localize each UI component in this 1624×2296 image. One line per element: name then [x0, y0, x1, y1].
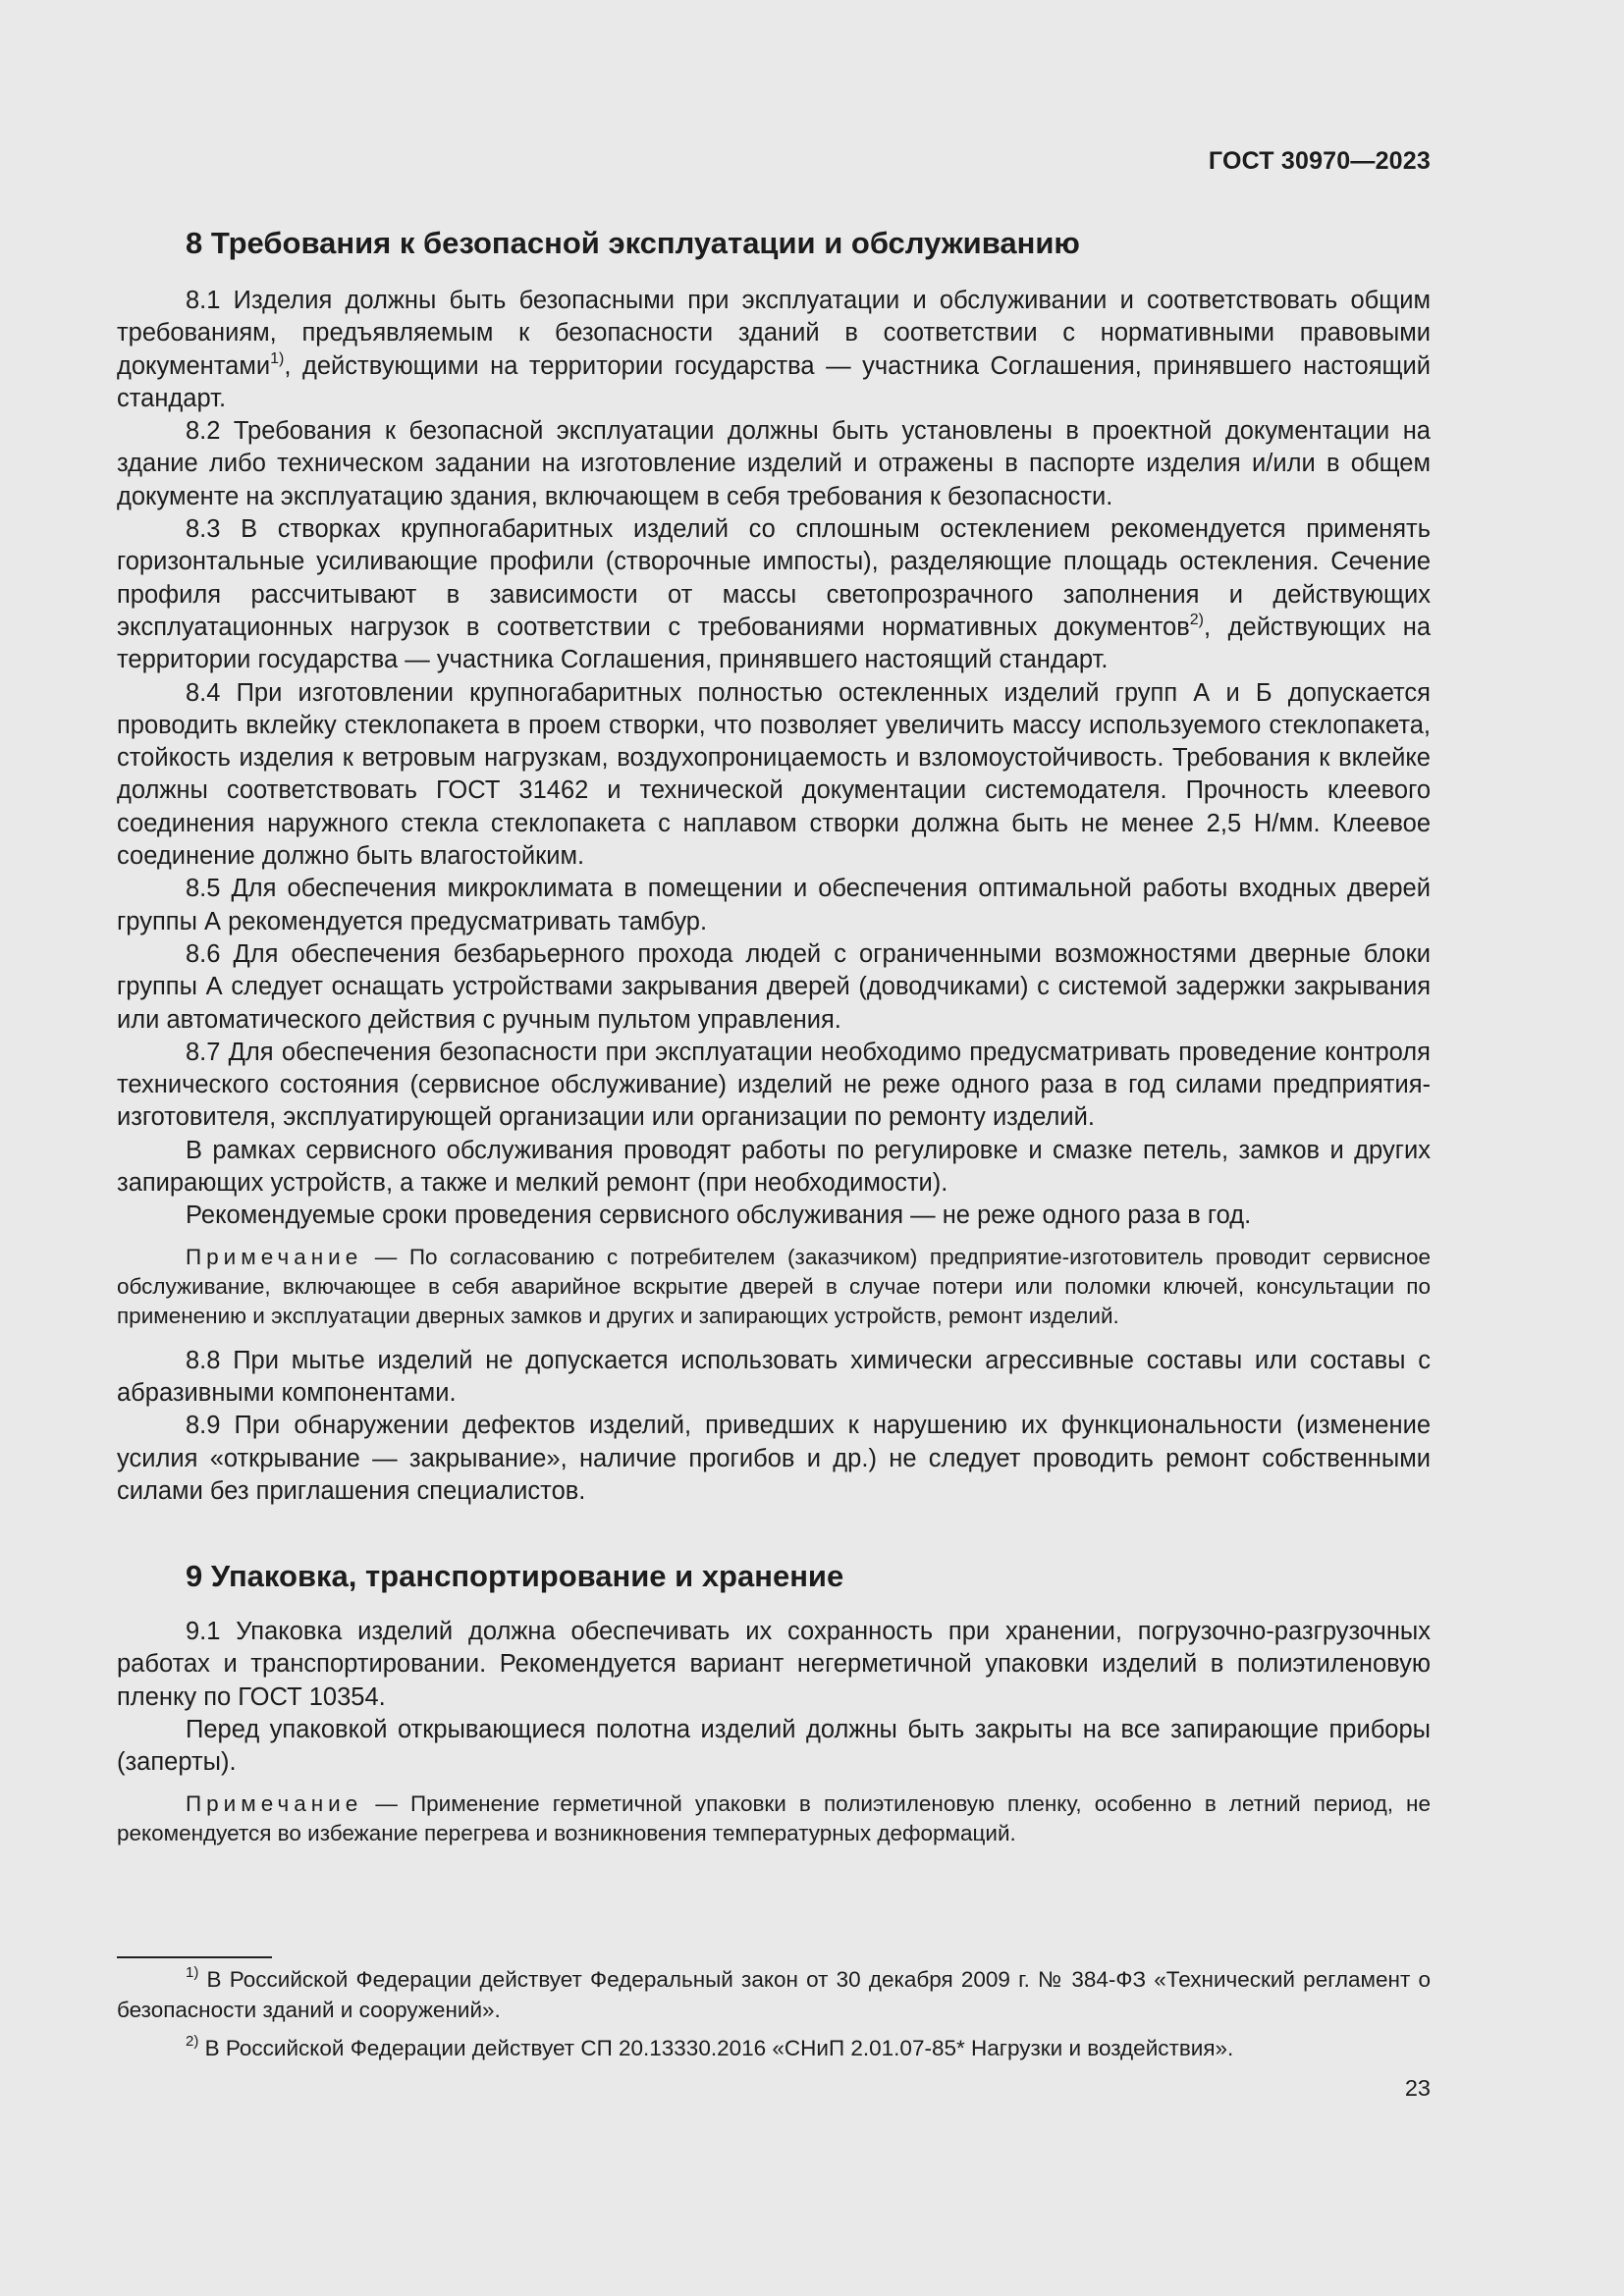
- section-8-title: 8 Требования к безопасной эксплуатации и обслуживанию: [186, 226, 1080, 260]
- footnote-ref-2[interactable]: 2): [1189, 611, 1205, 628]
- paragraph-9-1: 9.1 Упаковка изделий должна обеспечивать их сохранность при хранении, погрузочно-разгрузочных работах и транспортировании. Рекомендуется вариант негерметичной упаковки изделий в полиэтиленовую пленку по ГОСТ 10354.: [117, 1618, 1431, 1711]
- paragraph-8-7-terms: Рекомендуемые сроки проведения сервисного обслуживания — не реже одного раза в год.: [186, 1201, 1252, 1230]
- main-content: [117, 220, 1431, 1862]
- note-section-9: Примечание — Применение герметичной упаковки в полиэтиленовую пленку, особенно в летний период, не рекомендуется во избежание перегрева и возникновения температурных деформаций.: [117, 1790, 1431, 1845]
- paragraph-8-7: 8.7 Для обеспечения безопасности при эксплуатации необходимо предусматривать проведение контроля технического состояния (сервисное обслуживание) изделий не реже одного раза в год силами предприятия-изготовителя, эксплуатирующей организации или организации по ремонту изделий.: [117, 1038, 1431, 1132]
- paragraph-9-1-closing: Перед упаковкой открывающиеся полотна изделий должны быть закрыты на все запирающие приборы (заперты).: [117, 1715, 1431, 1777]
- paragraph-8-8: 8.8 При мытье изделий не допускается использовать химически агрессивные составы или составы с абразивными компонентами.: [117, 1346, 1431, 1407]
- page-number: 23: [1404, 2075, 1431, 2101]
- footnote-2: $^{2)}$ В Российской Федерации действует СП 20.13330.2016 «СНиП 2.01.07-85* Нагрузки и воздействия».: [186, 2033, 1234, 2060]
- note-label: Примечание: [186, 1244, 363, 1269]
- section-9-title: 9 Упаковка, транспортирование и хранение: [186, 1559, 844, 1594]
- paragraph-8-7-service: В рамках сервисного обслуживания проводят работы по регулировке и смазке петель, замков и других запирающих устройств, а также и мелкий ремонт (при необходимости).: [117, 1136, 1431, 1198]
- note-label: Примечание: [186, 1790, 363, 1816]
- footnote-1: $^{1)}$ В Российской Федерации действует Федеральный закон от 30 декабря 2009 г. № 384-ФЗ «Технический регламент о безопасности зданий и сооружений».: [117, 1964, 1431, 2022]
- footnotes: [117, 1956, 1431, 2071]
- footnote-ref-1[interactable]: 1): [270, 349, 285, 367]
- paragraph-8-2: 8.2 Требования к безопасной эксплуатации должны быть установлены в проектной документации на здание либо техническом задании на изготовление изделий и отражены в паспорте изделия и/или в общем документе на эксплуатацию здания, включающем в себя требования к безопасности.: [117, 417, 1431, 510]
- paragraph-8-6: 8.6 Для обеспечения безбарьерного прохода людей с ограниченными возможностями дверные блоки группы А следует оснащать устройствами закрывания дверей (доводчиками) с системой задержки закрывания или автоматического действия с ручным пультом управления.: [117, 939, 1431, 1034]
- paragraph-8-5: 8.5 Для обеспечения микроклимата в помещении и обеспечения оптимальной работы входных дверей группы А рекомендуется предусматривать тамбур.: [117, 875, 1431, 935]
- paragraph-8-3: 8.3 В створках крупногабаритных изделий со сплошным остеклением рекомендуется применять горизонтальные усиливающие профили (створочные импосты), разделяющие площадь остекления. Сечение профиля рассчитывают в зависимости от массы светопрозрачного заполнения и действующих эксплуатационных нагрузок в соответствии с требованиями нормативных документов$^{2)}$, действующих на территории государства — участника Соглашения, принявшего настоящий стандарт.: [117, 515, 1431, 674]
- paragraph-8-4: 8.4 При изготовлении крупногабаритных полностью остекленных изделий групп А и Б допускается проводить вклейку стеклопакета в проем створки, что позволяет увеличить массу используемого стеклопакета, стойкость изделия к ветровым нагрузкам, воздухопроницаемость и взломоустойчивость. Требования к вклейке должны соответствовать ГОСТ 31462 и технической документации системодателя. Прочность клеевого соединения наружного стекла стеклопакета с наплавом створки должна быть не менее 2,5 Н/мм. Клеевое соединение должно быть влагостойким.: [117, 678, 1431, 871]
- document-code-header: ГОСТ 30970—2023: [1208, 147, 1431, 175]
- note-section-8: Примечание — По согласованию с потребителем (заказчиком) предприятие-изготовитель проводит сервисное обслуживание, включающее в себя аварийное вскрытие дверей в случае потери или поломки ключей, консультации по применению и эксплуатации дверных замков и других и запирающих устройств, ремонт изделий.: [117, 1244, 1431, 1328]
- paragraph-8-1: 8.1 Изделия должны быть безопасными при эксплуатации и обслуживании и соответствовать общим требованиям, предъявляемым к безопасности зданий в соответствии с нормативными правовыми документами$^{1)}$, действующими на территории государства — участника Соглашения, принявшего настоящий стандарт.: [117, 287, 1431, 412]
- paragraph-8-9: 8.9 При обнаружении дефектов изделий, приведших к нарушению их функциональности (изменение усилия «открывание — закрывание», наличие прогибов и др.) не следует проводить ремонт собственными силами без приглашения специалистов.: [117, 1412, 1431, 1505]
- footnote-divider: [117, 1956, 272, 1958]
